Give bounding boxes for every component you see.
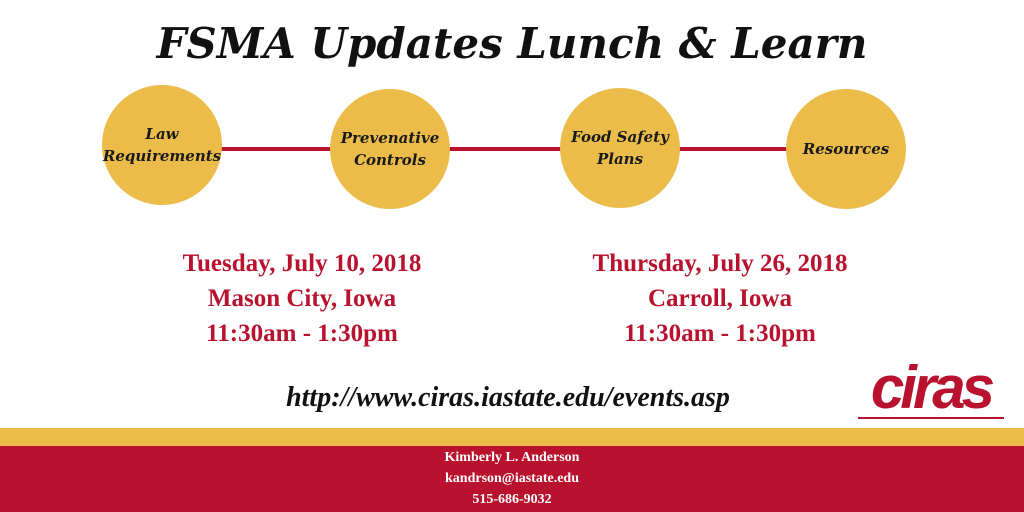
event-location: Carroll, Iowa	[648, 285, 792, 312]
event-carroll	[520, 246, 920, 351]
timeline-connector	[220, 147, 332, 151]
topic-circle-food-safety-plans	[560, 88, 680, 208]
topic-circle-law-requirements	[102, 85, 222, 205]
topic-label: Prevenative Controls	[340, 129, 440, 169]
page-title: FSMA Updates Lunch & Learn	[156, 19, 868, 68]
contact-name: Kimberly L. Anderson	[444, 450, 580, 465]
event-mason-city	[102, 246, 502, 351]
event-location: Mason City, Iowa	[207, 285, 397, 312]
timeline-connector	[678, 147, 788, 151]
event-date: Thursday, July 26, 2018	[592, 250, 848, 277]
ciras-logo	[852, 360, 1010, 424]
topic-label: Food Safety Plans	[571, 128, 669, 168]
topic-label: Resources	[802, 140, 890, 158]
ciras-logo-wordmark: ciras	[870, 360, 992, 421]
topic-circle-resources	[786, 89, 906, 209]
footer-gold-band	[0, 428, 1024, 446]
event-date: Tuesday, July 10, 2018	[182, 250, 422, 277]
events-url-link[interactable]: http://www.ciras.iastate.edu/events.asp	[286, 382, 730, 413]
topic-label: Law Requirements	[102, 125, 222, 165]
topic-circle-prevenative-controls	[330, 89, 450, 209]
event-time: 11:30am - 1:30pm	[206, 320, 398, 347]
contact-block	[0, 447, 1024, 510]
event-time: 11:30am - 1:30pm	[624, 320, 816, 347]
timeline-connector	[448, 147, 562, 151]
contact-email[interactable]: kandrson@iastate.edu	[445, 471, 579, 486]
contact-phone: 515-686-9032	[472, 492, 552, 507]
